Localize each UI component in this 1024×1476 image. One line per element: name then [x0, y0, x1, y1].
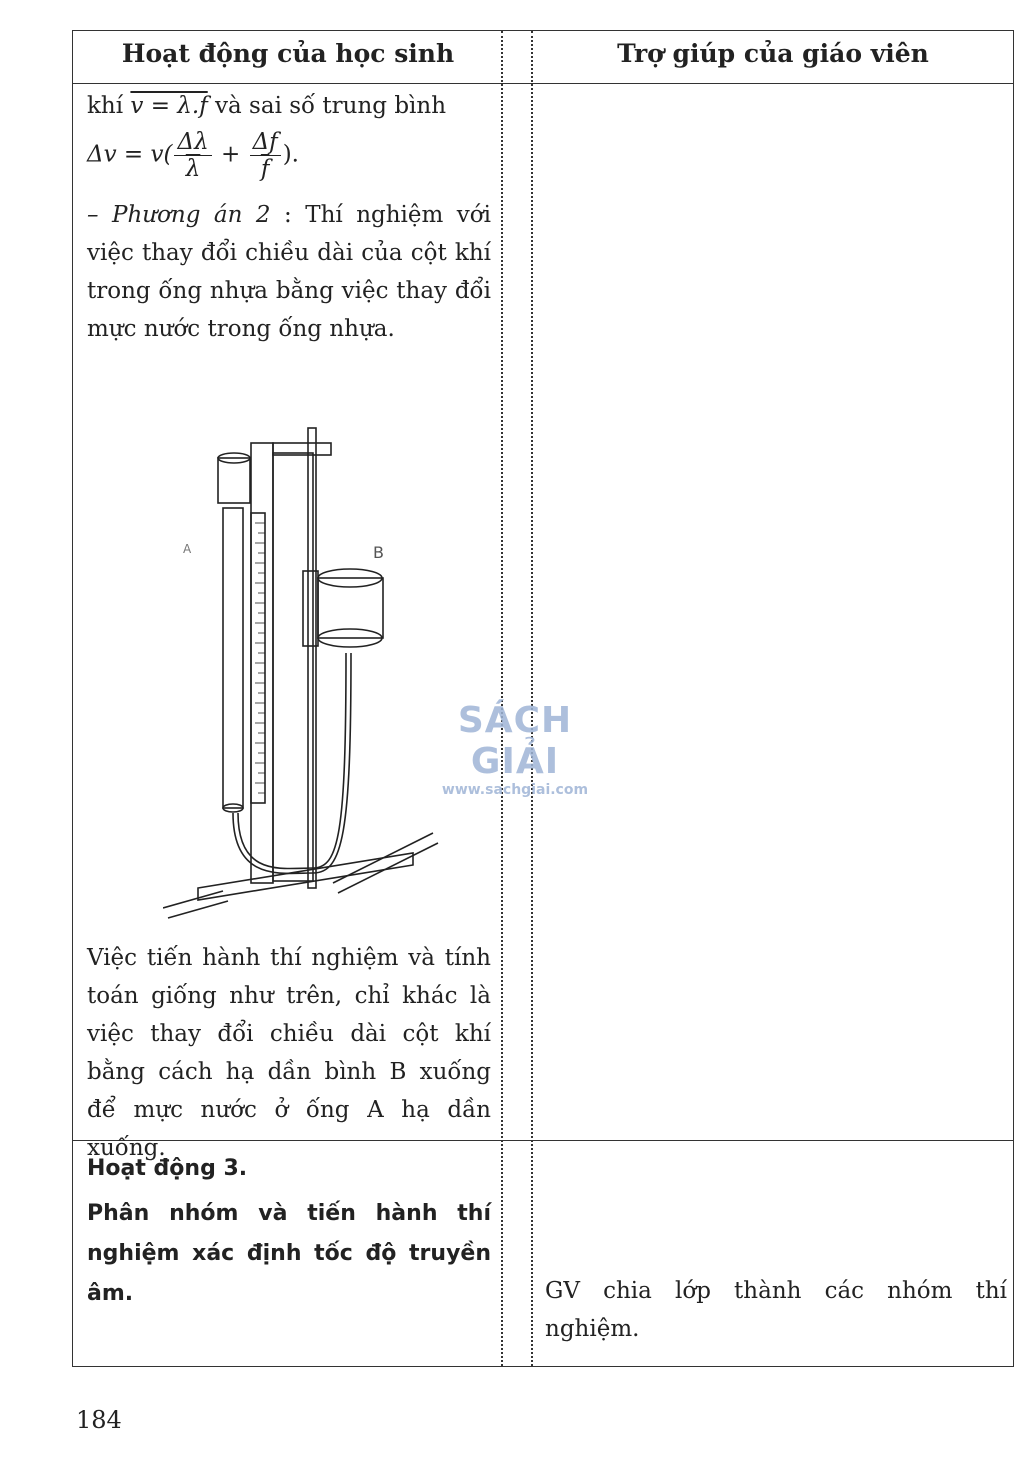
watermark-brand: SÁCH GIẢI — [457, 700, 573, 782]
fraction-f — [250, 129, 281, 182]
header-student-activity: Hoạt động của học sinh — [121, 39, 455, 68]
page-number: 184 — [76, 1406, 122, 1434]
fraction-f-num: Δf — [250, 129, 281, 156]
watermark-url: www.sachgiai.com — [441, 782, 589, 798]
activity3-description: Phân nhóm và tiến hành thí nghiệm xác định tốc độ truyền âm. — [87, 1201, 491, 1306]
formula-mean-speed — [87, 87, 491, 125]
formula-plus: + — [220, 141, 241, 168]
activity3-student-col — [87, 1150, 491, 1314]
formula-error — [87, 129, 491, 182]
option2-paragraph — [87, 196, 491, 348]
fraction-f-den: f — [260, 156, 270, 182]
teacher-support-text: GV chia lớp thành các nhóm thí nghiệm. — [545, 1278, 1007, 1342]
formula-suffix: và sai số trung bình — [215, 93, 447, 119]
option2-text: : Thí nghiệm với việc thay đổi chiều dài của cột khí trong ống nhựa bằng việc thay đổi mực nước trong ống nhựa. — [87, 202, 491, 342]
figure-label-b: B — [373, 543, 384, 562]
figure-label-a: A — [183, 542, 192, 556]
formula-end: ). — [282, 141, 299, 168]
table-header-row — [73, 31, 1013, 84]
student-col-content — [87, 87, 491, 348]
formula-prefix: khí — [87, 93, 124, 119]
table-row-option2 — [73, 83, 1013, 1161]
scale-ticks — [255, 523, 265, 793]
lesson-table — [72, 30, 1014, 1367]
activity3-title: Hoạt động 3. — [87, 1156, 248, 1181]
after-figure-text: Việc tiến hành thí nghiệm và tính toán giống như trên, chỉ khác là việc thay đổi chiều dài cột khí bằng cách hạ dần bình B xuống để mực nước ở ống A hạ dần xuống. — [87, 945, 491, 1161]
fraction-lambda-num: Δλ — [174, 129, 211, 156]
after-figure-paragraph — [87, 939, 491, 1167]
table-row-activity3 — [73, 1140, 1013, 1368]
header-teacher-support: Trợ giúp của giáo viên — [617, 39, 929, 68]
option2-label: – Phương án 2 — [87, 202, 271, 228]
fraction-lambda — [174, 129, 211, 182]
watermark — [410, 700, 620, 798]
fraction-lambda-den: λ — [185, 156, 201, 182]
formula-error-lhs: Δv = v( — [87, 141, 173, 168]
formula-expr: v = λ.f — [130, 93, 208, 119]
apparatus-figure — [163, 413, 443, 923]
